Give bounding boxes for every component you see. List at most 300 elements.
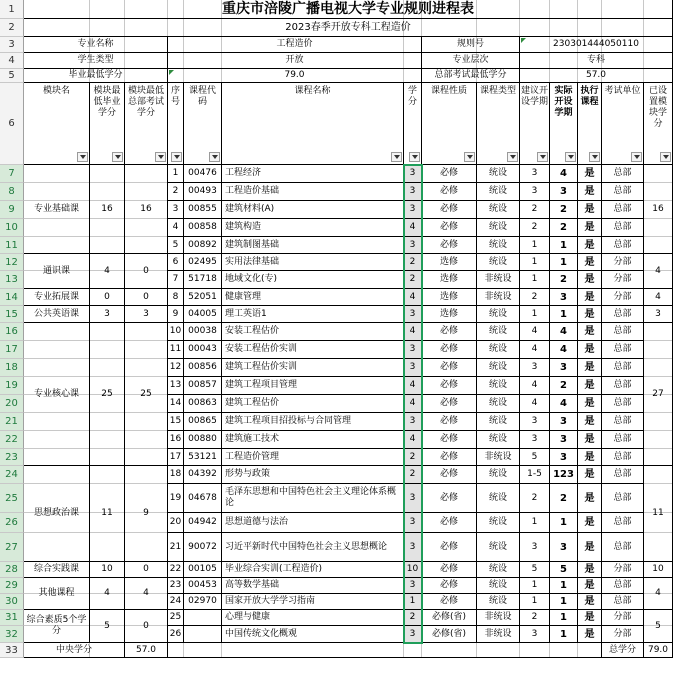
sheet-subtitle[interactable]: 2023春季开放专科工程造价 (24, 19, 673, 37)
course-type[interactable]: 统设 (477, 237, 520, 254)
module-name[interactable]: 综合实践课 (24, 562, 90, 578)
exam-unit[interactable]: 总部 (602, 341, 644, 359)
exam-unit[interactable]: 总部 (602, 484, 644, 513)
row-header[interactable]: 30 (0, 594, 24, 610)
actual-term[interactable]: 2 (550, 377, 578, 395)
executed-course[interactable]: 是 (578, 562, 602, 578)
course-nature[interactable]: 必修 (422, 395, 477, 413)
module-exam-credit[interactable]: 4 (125, 578, 168, 610)
exam-unit[interactable]: 总部 (602, 594, 644, 610)
course-type[interactable]: 统设 (477, 594, 520, 610)
course-nature[interactable]: 必修 (422, 449, 477, 466)
filter-dropdown-icon[interactable] (391, 152, 402, 162)
module-grad-credit[interactable]: 3 (90, 306, 125, 323)
exam-unit[interactable]: 分部 (602, 562, 644, 578)
executed-course[interactable]: 是 (578, 431, 602, 449)
course-name[interactable]: 高等数学基础 (222, 578, 404, 594)
module-name[interactable]: 专业拓展课 (24, 289, 90, 306)
course-name[interactable]: 心理与健康 (222, 610, 404, 626)
row-header[interactable]: 26 (0, 513, 24, 533)
course-type[interactable]: 非统设 (477, 271, 520, 289)
course-seq[interactable]: 8 (168, 289, 184, 306)
module-set-credit[interactable]: 16 (644, 165, 673, 254)
module-grad-credit[interactable]: 5 (90, 610, 125, 643)
row-header[interactable]: 2 (0, 19, 24, 37)
course-name[interactable]: 建筑材料(A) (222, 201, 404, 219)
row-header[interactable]: 32 (0, 626, 24, 643)
course-code[interactable]: 00858 (184, 219, 222, 237)
course-code[interactable]: 52051 (184, 289, 222, 306)
course-nature[interactable]: 必修 (422, 237, 477, 254)
executed-course[interactable]: 是 (578, 626, 602, 643)
grad-min-value[interactable]: 79.0 (168, 69, 422, 83)
exam-unit[interactable]: 总部 (602, 395, 644, 413)
executed-course[interactable]: 是 (578, 533, 602, 562)
level-value[interactable]: 专科 (520, 53, 673, 69)
exam-unit[interactable]: 总部 (602, 201, 644, 219)
course-type[interactable]: 统设 (477, 341, 520, 359)
executed-course[interactable]: 是 (578, 395, 602, 413)
course-type[interactable]: 统设 (477, 466, 520, 484)
course-credit[interactable]: 4 (404, 219, 422, 237)
executed-course[interactable]: 是 (578, 165, 602, 183)
module-set-credit[interactable]: 11 (644, 466, 673, 562)
row-header[interactable]: 18 (0, 359, 24, 377)
sheet-title[interactable]: 重庆市涪陵广播电视大学专业规则进程表 (24, 0, 673, 19)
module-name[interactable]: 综合素质5个学分 (24, 610, 90, 643)
course-type[interactable]: 统设 (477, 219, 520, 237)
course-seq[interactable]: 25 (168, 610, 184, 626)
course-code[interactable]: 53121 (184, 449, 222, 466)
course-credit[interactable]: 3 (404, 484, 422, 513)
course-code[interactable]: 00855 (184, 201, 222, 219)
course-nature[interactable]: 必修 (422, 466, 477, 484)
course-seq[interactable]: 24 (168, 594, 184, 610)
course-credit[interactable]: 3 (404, 359, 422, 377)
module-exam-credit[interactable]: 0 (125, 610, 168, 643)
row-header[interactable]: 8 (0, 183, 24, 201)
column-header[interactable]: 序号 (168, 83, 184, 165)
executed-course[interactable]: 是 (578, 306, 602, 323)
module-grad-credit[interactable]: 4 (90, 254, 125, 289)
module-exam-credit[interactable]: 16 (125, 165, 168, 254)
module-name[interactable]: 思想政治课 (24, 466, 90, 562)
course-nature[interactable]: 必修 (422, 359, 477, 377)
row-header[interactable]: 4 (0, 53, 24, 69)
course-code[interactable]: 00856 (184, 359, 222, 377)
actual-term[interactable]: 4 (550, 323, 578, 341)
row-header[interactable]: 13 (0, 271, 24, 289)
course-credit[interactable]: 4 (404, 289, 422, 306)
course-name[interactable]: 安装工程估价实训 (222, 341, 404, 359)
course-seq[interactable]: 22 (168, 562, 184, 578)
course-type[interactable]: 统设 (477, 533, 520, 562)
course-type[interactable]: 非统设 (477, 626, 520, 643)
module-set-credit[interactable]: 3 (644, 306, 673, 323)
course-nature[interactable]: 必修 (422, 341, 477, 359)
course-name[interactable]: 习近平新时代中国特色社会主义思想概论 (222, 533, 404, 562)
exam-unit[interactable]: 总部 (602, 449, 644, 466)
filter-dropdown-icon[interactable] (589, 152, 600, 162)
suggested-term[interactable]: 3 (520, 533, 550, 562)
course-nature[interactable]: 必修(省) (422, 626, 477, 643)
exam-unit[interactable]: 分部 (602, 254, 644, 271)
filter-dropdown-icon[interactable] (209, 152, 220, 162)
suggested-term[interactable]: 1 (520, 271, 550, 289)
row-header[interactable]: 6 (0, 83, 24, 165)
course-code[interactable]: 00892 (184, 237, 222, 254)
row-header[interactable]: 29 (0, 578, 24, 594)
course-nature[interactable]: 选修 (422, 289, 477, 306)
actual-term[interactable]: 1 (550, 306, 578, 323)
course-code[interactable] (184, 626, 222, 643)
filter-dropdown-icon[interactable] (565, 152, 576, 162)
filter-dropdown-icon[interactable] (112, 152, 123, 162)
module-exam-credit[interactable]: 3 (125, 306, 168, 323)
course-type[interactable]: 统设 (477, 306, 520, 323)
course-seq[interactable]: 14 (168, 395, 184, 413)
column-header[interactable]: 考试单位 (602, 83, 644, 165)
row-header[interactable]: 22 (0, 431, 24, 449)
row-header[interactable]: 1 (0, 0, 24, 19)
exam-min-value[interactable]: 57.0 (520, 69, 673, 83)
course-name[interactable]: 思想道德与法治 (222, 513, 404, 533)
suggested-term[interactable]: 5 (520, 562, 550, 578)
suggested-term[interactable]: 4 (520, 377, 550, 395)
course-type[interactable]: 统设 (477, 413, 520, 431)
row-header[interactable]: 14 (0, 289, 24, 306)
student-type-value[interactable]: 开放 (168, 53, 422, 69)
course-credit[interactable]: 3 (404, 306, 422, 323)
suggested-term[interactable]: 2 (520, 484, 550, 513)
course-credit[interactable]: 3 (404, 513, 422, 533)
course-code[interactable]: 04678 (184, 484, 222, 513)
filter-dropdown-icon[interactable] (631, 152, 642, 162)
row-header[interactable]: 25 (0, 484, 24, 513)
course-credit[interactable]: 4 (404, 323, 422, 341)
course-credit[interactable]: 3 (404, 165, 422, 183)
course-nature[interactable]: 必修 (422, 413, 477, 431)
course-nature[interactable]: 必修 (422, 431, 477, 449)
actual-term[interactable]: 4 (550, 341, 578, 359)
suggested-term[interactable]: 1 (520, 594, 550, 610)
course-code[interactable]: 00043 (184, 341, 222, 359)
course-code[interactable]: 00880 (184, 431, 222, 449)
course-code[interactable]: 00493 (184, 183, 222, 201)
exam-unit[interactable]: 分部 (602, 271, 644, 289)
course-seq[interactable]: 7 (168, 271, 184, 289)
course-seq[interactable]: 4 (168, 219, 184, 237)
actual-term[interactable]: 3 (550, 413, 578, 431)
column-header[interactable]: 课程性质 (422, 83, 477, 165)
course-name[interactable]: 安装工程估价 (222, 323, 404, 341)
course-nature[interactable]: 必修 (422, 594, 477, 610)
course-code[interactable]: 51718 (184, 271, 222, 289)
level-label[interactable]: 专业层次 (422, 53, 520, 69)
course-seq[interactable]: 12 (168, 359, 184, 377)
row-header[interactable]: 3 (0, 37, 24, 53)
course-name[interactable]: 建筑工程项目招投标与合同管理 (222, 413, 404, 431)
module-name[interactable]: 专业基础课 (24, 165, 90, 254)
course-nature[interactable]: 必修 (422, 533, 477, 562)
course-nature[interactable]: 必修 (422, 323, 477, 341)
course-type[interactable]: 统设 (477, 484, 520, 513)
module-name[interactable]: 公共英语课 (24, 306, 90, 323)
course-name[interactable]: 实用法律基础 (222, 254, 404, 271)
filter-dropdown-icon[interactable] (507, 152, 518, 162)
exam-unit[interactable]: 总部 (602, 306, 644, 323)
course-credit[interactable]: 4 (404, 377, 422, 395)
course-credit[interactable]: 1 (404, 594, 422, 610)
course-credit[interactable]: 3 (404, 578, 422, 594)
course-name[interactable]: 毛泽东思想和中国特色社会主义理论体系概论 (222, 484, 404, 513)
course-type[interactable]: 非统设 (477, 449, 520, 466)
course-nature[interactable]: 选修 (422, 306, 477, 323)
actual-term[interactable]: 4 (550, 395, 578, 413)
course-credit[interactable]: 2 (404, 449, 422, 466)
rule-no-value[interactable]: 230301444050110 (520, 37, 673, 53)
row-header[interactable]: 17 (0, 341, 24, 359)
module-set-credit[interactable]: 4 (644, 254, 673, 289)
actual-term[interactable]: 2 (550, 271, 578, 289)
column-header[interactable]: 实际开设学期 (550, 83, 578, 165)
course-seq[interactable]: 15 (168, 413, 184, 431)
course-code[interactable]: 04942 (184, 513, 222, 533)
executed-course[interactable]: 是 (578, 271, 602, 289)
course-nature[interactable]: 必修 (422, 219, 477, 237)
exam-unit[interactable]: 总部 (602, 513, 644, 533)
suggested-term[interactable]: 3 (520, 431, 550, 449)
exam-unit[interactable]: 总部 (602, 183, 644, 201)
actual-term[interactable]: 1 (550, 513, 578, 533)
actual-term[interactable]: 4 (550, 165, 578, 183)
actual-term[interactable]: 3 (550, 289, 578, 306)
filter-dropdown-icon[interactable] (171, 152, 182, 162)
total-credit-label[interactable]: 总学分 (602, 643, 644, 658)
filter-dropdown-icon[interactable] (155, 152, 166, 162)
executed-course[interactable]: 是 (578, 183, 602, 201)
module-grad-credit[interactable]: 25 (90, 323, 125, 466)
course-credit[interactable]: 3 (404, 341, 422, 359)
suggested-term[interactable]: 4 (520, 323, 550, 341)
suggested-term[interactable]: 1 (520, 306, 550, 323)
course-name[interactable]: 建筑工程项目管理 (222, 377, 404, 395)
actual-term[interactable]: 123 (550, 466, 578, 484)
course-type[interactable]: 统设 (477, 165, 520, 183)
row-header[interactable]: 5 (0, 69, 24, 83)
exam-unit[interactable]: 总部 (602, 377, 644, 395)
footer-empty[interactable] (168, 643, 602, 658)
course-nature[interactable]: 必修 (422, 377, 477, 395)
row-header[interactable]: 20 (0, 395, 24, 413)
course-seq[interactable]: 17 (168, 449, 184, 466)
actual-term[interactable]: 1 (550, 610, 578, 626)
course-type[interactable]: 非统设 (477, 289, 520, 306)
exam-min-label[interactable]: 总部考试最低学分 (422, 69, 520, 83)
executed-course[interactable]: 是 (578, 377, 602, 395)
module-grad-credit[interactable]: 10 (90, 562, 125, 578)
course-seq[interactable]: 6 (168, 254, 184, 271)
executed-course[interactable]: 是 (578, 359, 602, 377)
module-exam-credit[interactable]: 0 (125, 562, 168, 578)
row-header[interactable]: 27 (0, 533, 24, 562)
exam-unit[interactable]: 总部 (602, 578, 644, 594)
actual-term[interactable]: 3 (550, 533, 578, 562)
course-nature[interactable]: 必修(省) (422, 610, 477, 626)
module-exam-credit[interactable]: 9 (125, 466, 168, 562)
row-header[interactable]: 12 (0, 254, 24, 271)
course-credit[interactable]: 4 (404, 431, 422, 449)
exam-unit[interactable]: 总部 (602, 466, 644, 484)
course-code[interactable]: 02970 (184, 594, 222, 610)
course-seq[interactable]: 23 (168, 578, 184, 594)
actual-term[interactable]: 1 (550, 594, 578, 610)
course-credit[interactable]: 2 (404, 254, 422, 271)
course-credit[interactable]: 3 (404, 237, 422, 254)
suggested-term[interactable]: 1 (520, 513, 550, 533)
major-name-value[interactable]: 工程造价 (168, 37, 422, 53)
course-credit[interactable]: 2 (404, 271, 422, 289)
actual-term[interactable]: 3 (550, 183, 578, 201)
suggested-term[interactable]: 1 (520, 237, 550, 254)
major-name-label[interactable]: 专业名称 (24, 37, 168, 53)
executed-course[interactable]: 是 (578, 289, 602, 306)
suggested-term[interactable]: 3 (520, 413, 550, 431)
total-credit-value[interactable]: 79.0 (644, 643, 673, 658)
central-credit-label[interactable]: 中央学分 (24, 643, 125, 658)
module-exam-credit[interactable]: 25 (125, 323, 168, 466)
course-credit[interactable]: 3 (404, 413, 422, 431)
column-header[interactable]: 模块最低毕业学分 (90, 83, 125, 165)
exam-unit[interactable]: 总部 (602, 431, 644, 449)
course-seq[interactable]: 3 (168, 201, 184, 219)
row-header[interactable]: 16 (0, 323, 24, 341)
course-name[interactable]: 形势与政策 (222, 466, 404, 484)
course-credit[interactable]: 10 (404, 562, 422, 578)
course-nature[interactable]: 必修 (422, 165, 477, 183)
course-name[interactable]: 健康管理 (222, 289, 404, 306)
row-header[interactable]: 23 (0, 449, 24, 466)
course-code[interactable]: 00865 (184, 413, 222, 431)
exam-unit[interactable]: 总部 (602, 323, 644, 341)
suggested-term[interactable]: 3 (520, 626, 550, 643)
module-set-credit[interactable]: 10 (644, 562, 673, 578)
executed-course[interactable]: 是 (578, 219, 602, 237)
course-credit[interactable]: 3 (404, 533, 422, 562)
course-type[interactable]: 非统设 (477, 610, 520, 626)
course-code[interactable]: 00857 (184, 377, 222, 395)
row-header[interactable]: 15 (0, 306, 24, 323)
module-exam-credit[interactable]: 0 (125, 254, 168, 289)
column-header[interactable]: 课程代码 (184, 83, 222, 165)
suggested-term[interactable]: 3 (520, 183, 550, 201)
course-seq[interactable]: 26 (168, 626, 184, 643)
course-code[interactable]: 00863 (184, 395, 222, 413)
course-name[interactable]: 国家开放大学学习指南 (222, 594, 404, 610)
executed-course[interactable]: 是 (578, 449, 602, 466)
actual-term[interactable]: 3 (550, 359, 578, 377)
course-name[interactable]: 建筑构造 (222, 219, 404, 237)
course-type[interactable]: 统设 (477, 395, 520, 413)
exam-unit[interactable]: 总部 (602, 237, 644, 254)
course-credit[interactable]: 2 (404, 466, 422, 484)
course-seq[interactable]: 2 (168, 183, 184, 201)
module-name[interactable]: 通识课 (24, 254, 90, 289)
row-header[interactable]: 21 (0, 413, 24, 431)
course-credit[interactable]: 3 (404, 626, 422, 643)
row-header[interactable]: 11 (0, 237, 24, 254)
course-name[interactable]: 建筑施工技术 (222, 431, 404, 449)
course-seq[interactable]: 13 (168, 377, 184, 395)
course-type[interactable]: 统设 (477, 183, 520, 201)
course-type[interactable]: 统设 (477, 562, 520, 578)
course-name[interactable]: 工程造价管理 (222, 449, 404, 466)
exam-unit[interactable]: 分部 (602, 626, 644, 643)
actual-term[interactable]: 2 (550, 201, 578, 219)
row-header[interactable]: 24 (0, 466, 24, 484)
course-nature[interactable]: 必修 (422, 484, 477, 513)
course-code[interactable] (184, 610, 222, 626)
suggested-term[interactable]: 1 (520, 578, 550, 594)
module-set-credit[interactable]: 4 (644, 578, 673, 610)
executed-course[interactable]: 是 (578, 413, 602, 431)
course-type[interactable]: 统设 (477, 578, 520, 594)
course-code[interactable]: 00476 (184, 165, 222, 183)
row-header[interactable]: 31 (0, 610, 24, 626)
executed-course[interactable]: 是 (578, 237, 602, 254)
course-name[interactable]: 地域文化(专) (222, 271, 404, 289)
filter-dropdown-icon[interactable] (660, 152, 671, 162)
course-code[interactable]: 02495 (184, 254, 222, 271)
filter-dropdown-icon[interactable] (464, 152, 475, 162)
exam-unit[interactable]: 总部 (602, 165, 644, 183)
course-seq[interactable]: 16 (168, 431, 184, 449)
executed-course[interactable]: 是 (578, 513, 602, 533)
course-seq[interactable]: 18 (168, 466, 184, 484)
suggested-term[interactable]: 2 (520, 201, 550, 219)
suggested-term[interactable]: 1-5 (520, 466, 550, 484)
actual-term[interactable]: 3 (550, 431, 578, 449)
course-nature[interactable]: 必修 (422, 578, 477, 594)
executed-course[interactable]: 是 (578, 201, 602, 219)
column-header[interactable]: 课程名称 (222, 83, 404, 165)
module-set-credit[interactable]: 4 (644, 289, 673, 306)
column-header[interactable]: 课程类型 (477, 83, 520, 165)
suggested-term[interactable]: 4 (520, 341, 550, 359)
course-name[interactable]: 建筑工程估价实训 (222, 359, 404, 377)
course-credit[interactable]: 4 (404, 395, 422, 413)
executed-course[interactable]: 是 (578, 484, 602, 513)
row-header[interactable]: 9 (0, 201, 24, 219)
course-type[interactable]: 统设 (477, 359, 520, 377)
course-seq[interactable]: 10 (168, 323, 184, 341)
module-set-credit[interactable]: 5 (644, 610, 673, 643)
row-header[interactable]: 19 (0, 377, 24, 395)
course-seq[interactable]: 20 (168, 513, 184, 533)
module-set-credit[interactable]: 27 (644, 323, 673, 466)
course-code[interactable]: 00038 (184, 323, 222, 341)
executed-course[interactable]: 是 (578, 341, 602, 359)
course-nature[interactable]: 必修 (422, 183, 477, 201)
suggested-term[interactable]: 2 (520, 219, 550, 237)
course-code[interactable]: 00105 (184, 562, 222, 578)
exam-unit[interactable]: 总部 (602, 219, 644, 237)
course-code[interactable]: 04392 (184, 466, 222, 484)
suggested-term[interactable]: 1 (520, 254, 550, 271)
course-nature[interactable]: 必修 (422, 513, 477, 533)
course-type[interactable]: 统设 (477, 201, 520, 219)
course-nature[interactable]: 必修 (422, 201, 477, 219)
